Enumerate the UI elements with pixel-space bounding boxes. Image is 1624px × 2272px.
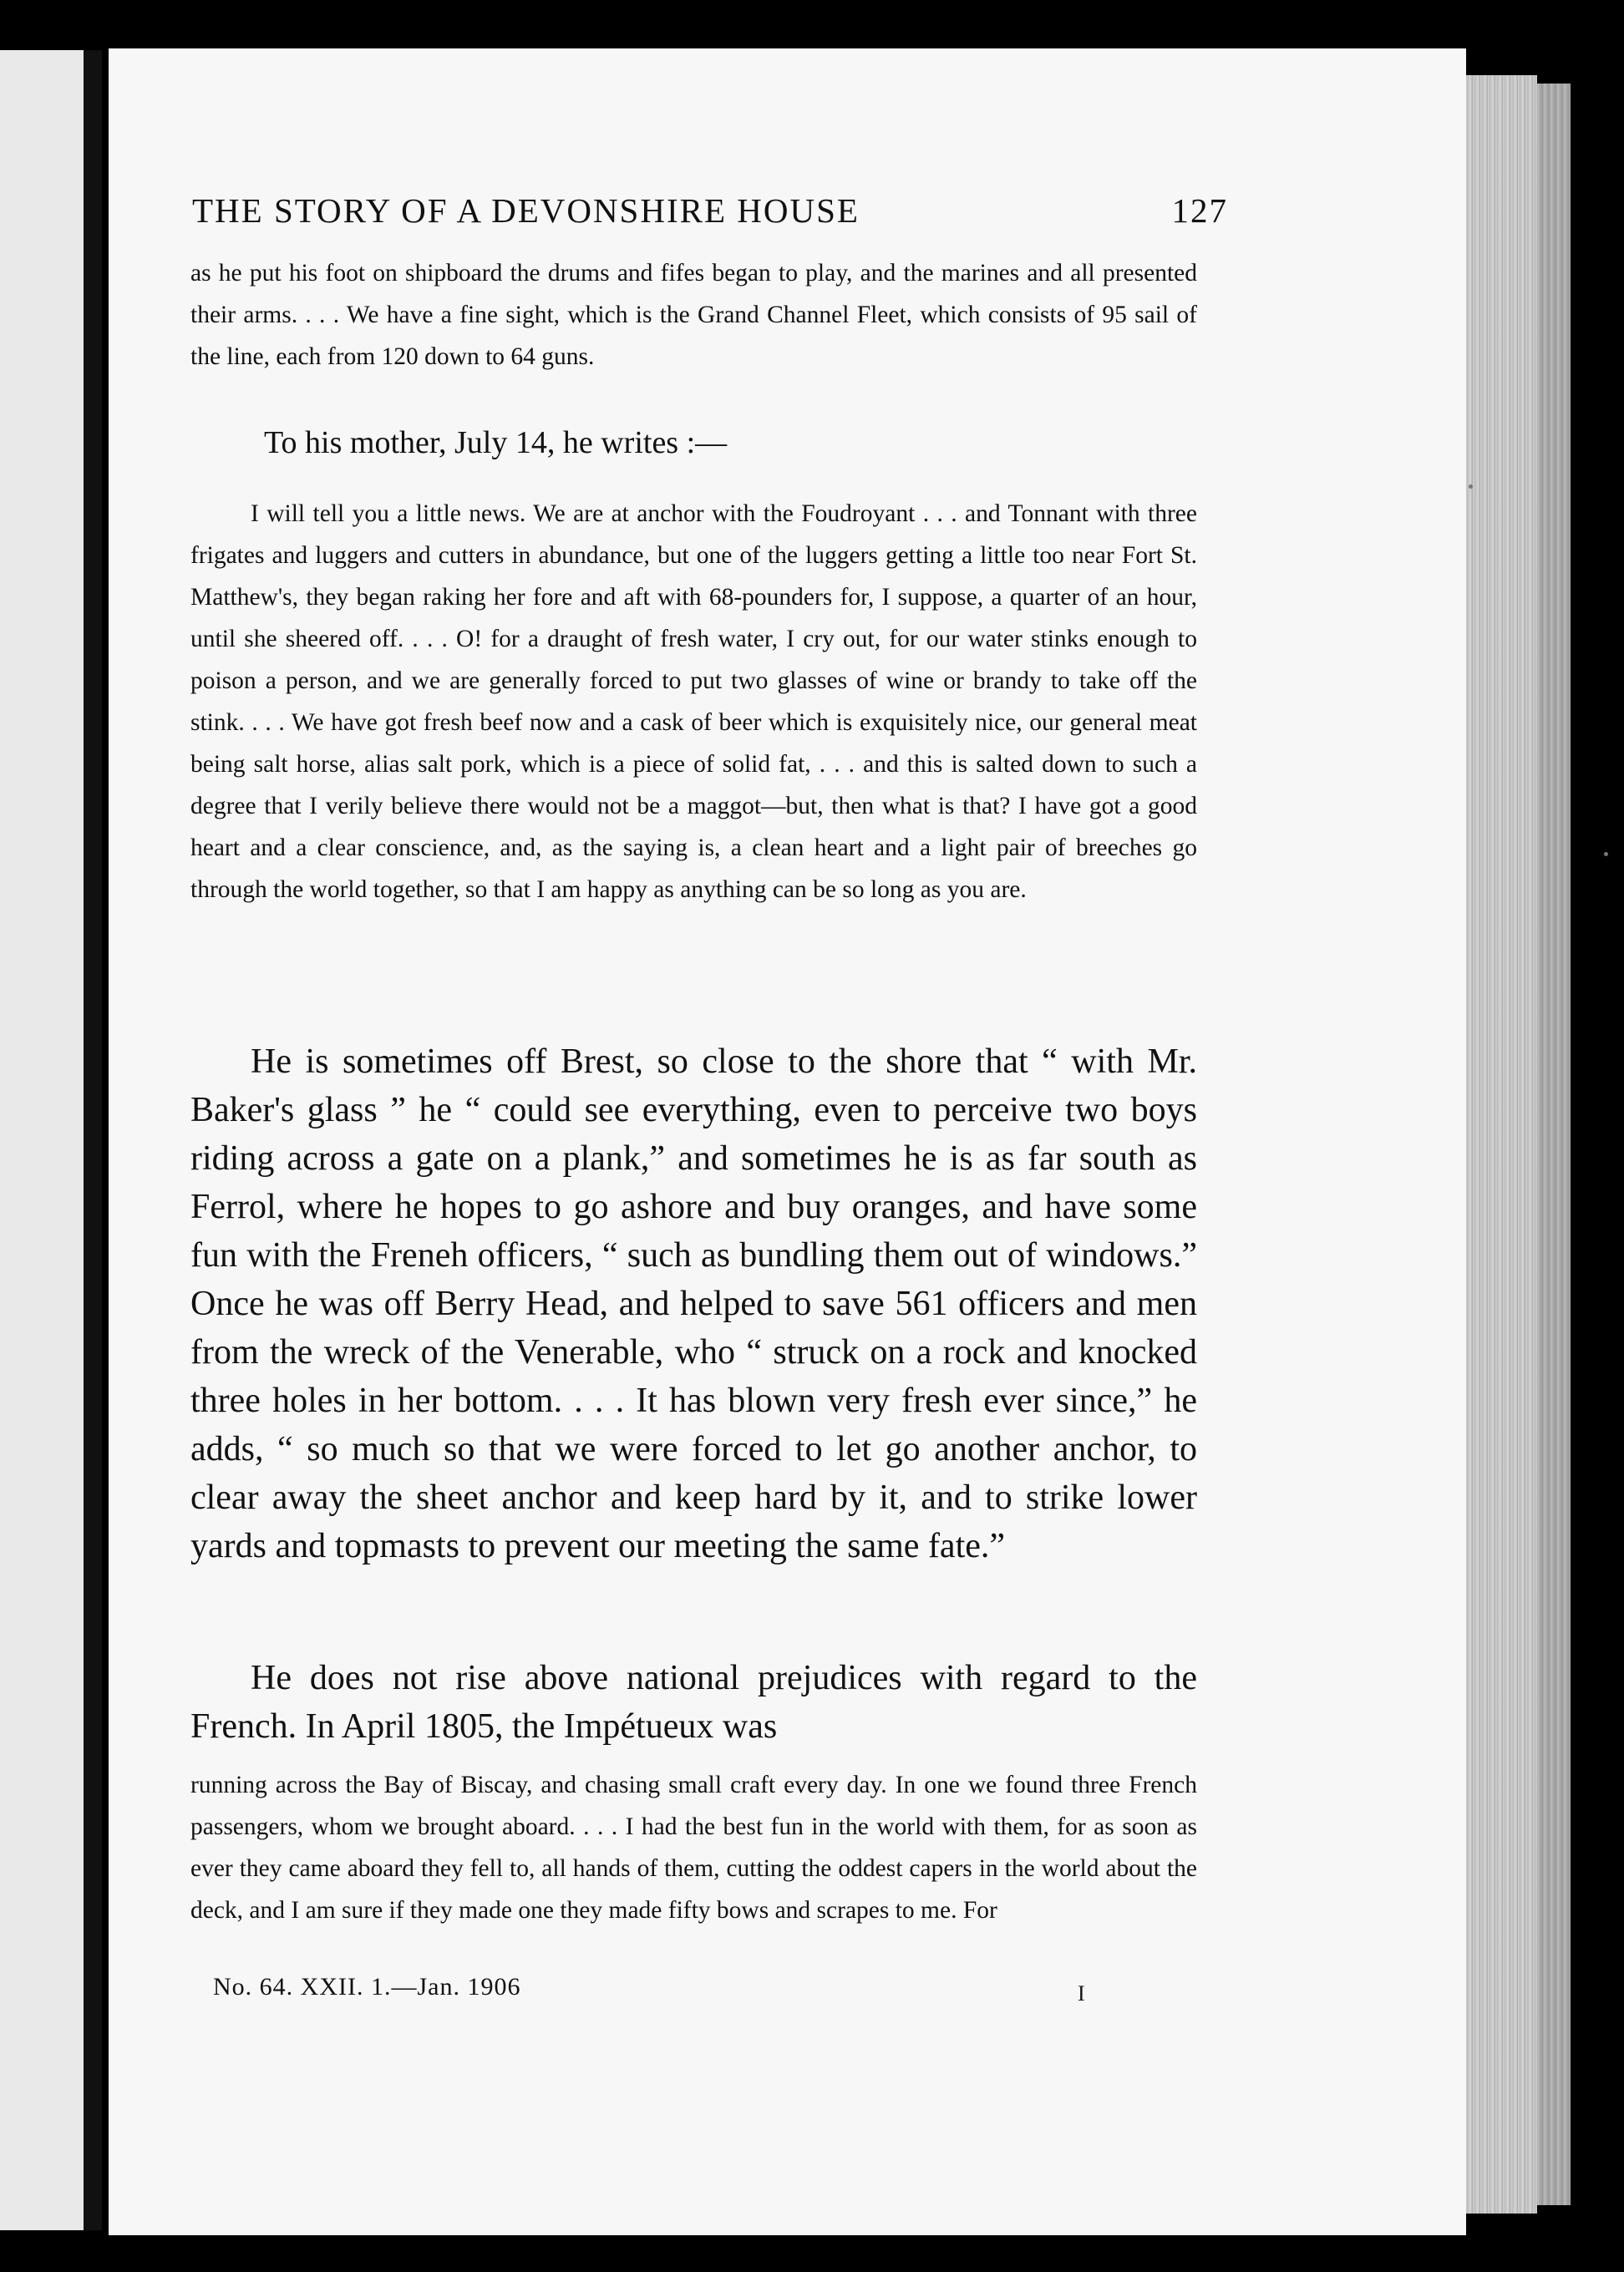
- paragraph-main: He is sometimes off Brest, so close to the shore that “ with Mr. Baker's glass ” he “ could see everything, even to perceive two boys riding across a gate on a plank,” and sometimes he is as far south as Ferrol, where he hopes to go ashore and buy oranges, and have some fun with the Freneh officers, “ such as bundling them out of windows.” Once he was off Berry Head, and helped to save 561 officers and men from the wreck of the Venerable, who “ struck on a rock and knocked three holes in her bottom. . . . It has blown very fresh ever since,” he adds, “ so much so that we were forced to let go another anchor, to clear away the sheet anchor and keep hard by it, and to strike lower yards and topmasts to prevent our meeting the same fate.”: [190, 1042, 1197, 1565]
- signature-line: No. 64. XXII. 1.—Jan. 1906: [213, 1973, 521, 2001]
- page-speck: [1469, 484, 1473, 489]
- book-gutter: [84, 50, 102, 2230]
- intro-line: To his mother, July 14, he writes :—: [264, 425, 728, 460]
- running-header: [192, 190, 1228, 231]
- page-number: 127: [1171, 191, 1228, 230]
- paragraph-second: He does not rise above national prejudices with regard to the French. In April 1805, the Impétueux was: [190, 1659, 1197, 1746]
- page-speck: [1604, 852, 1608, 856]
- closing-quote: running across the Bay of Biscay, and chasing small craft every day. In one we found three French passengers, whom we brought aboard. . . . I had the best fun in the world with them, for as soon as ever they came aboard they fell to, all hands of them, cutting the oddest capers in the world about the deck, and I am sure if they made one they made fifty bows and scrapes to me. For: [190, 1772, 1197, 1924]
- opening-quote: as he put his foot on shipboard the drums and fifes began to play, and the marines and all presented their arms. . . . We have a fine sight, which is the Grand Channel Fleet, which consists of 95 sail of the line, each from 120 down to 64 guns.: [190, 260, 1197, 370]
- running-title: THE STORY OF A DEVONSHIRE HOUSE: [192, 191, 860, 230]
- signature-mark: I: [1078, 1981, 1085, 2006]
- page-edges: [1458, 75, 1537, 2214]
- letter-quote: I will tell you a little news. We are at anchor with the Foudroyant . . . and Tonnant with three frigates and luggers and cutters in abundance, but one of the luggers getting a little too near Fort St. Matthew's, they began raking her fore and aft with 68-pounders for, I suppose, a quarter of an hour, until she sheered off. . . . O! for a draught of fresh water, I cry out, for our water stinks enough to poison a person, and we are generally forced to put two glasses of wine or brandy to take off the stink. . . . We have got fresh beef now and a cask of beer which is exquisitely nice, our general meat being salt horse, alias salt pork, which is a piece of solid fat, . . . and this is salted down to such a degree that I verily believe there would not be a maggot—but, then what is that? I have got a good heart and a clear conscience, and, as the saying is, a clean heart and a light pair of breeches go through the world together, so that I am happy as anything can be so long as you are.: [190, 500, 1197, 903]
